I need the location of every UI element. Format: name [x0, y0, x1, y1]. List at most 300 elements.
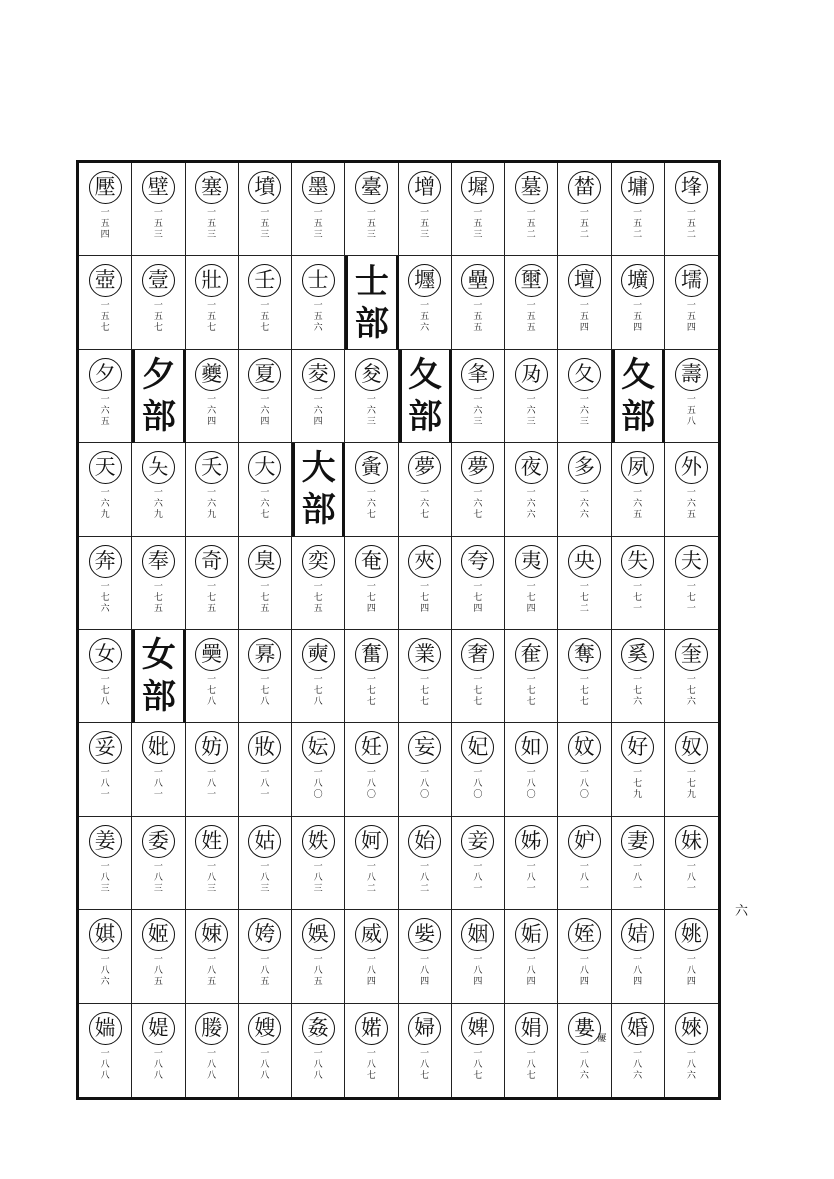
page-reference: 一 七 七: [579, 675, 589, 707]
index-entry: [345, 817, 398, 910]
character-circle: 姦: [302, 1012, 335, 1045]
character-circle: 婡: [675, 1012, 708, 1045]
index-entry: [452, 256, 505, 349]
character-index-table: [76, 160, 721, 1100]
index-entry: [345, 630, 398, 723]
index-entry: [132, 910, 185, 1003]
character-circle: 妹: [675, 825, 708, 858]
character-circle: 夋: [355, 358, 388, 391]
index-entry: [665, 350, 718, 443]
page-reference: 一 八 六: [633, 1048, 643, 1081]
index-entry: [239, 163, 292, 256]
character-circle: 增: [408, 171, 441, 204]
radical-label: 女 部: [141, 635, 176, 718]
index-entry: [505, 630, 558, 723]
index-entry: [612, 630, 665, 723]
page-reference: 一 六 五: [686, 488, 696, 521]
character-circle: 夕: [89, 358, 122, 391]
character-circle: 妄: [408, 731, 441, 764]
page-reference: 一 八 五: [260, 955, 270, 988]
page-reference: 一 五 七: [207, 301, 217, 334]
index-entry: [186, 910, 239, 1003]
page-reference: 一 八 一: [633, 861, 643, 894]
index-entry: [79, 163, 132, 256]
page-reference: 一 八 五: [207, 955, 217, 988]
page-reference: 一 五 七: [153, 301, 163, 334]
index-entry: [345, 350, 398, 443]
index-entry: [665, 1004, 718, 1097]
page-reference: 一 六 三: [579, 394, 589, 427]
character-circle: 嫂: [248, 1012, 281, 1045]
page-reference: 一 七 六: [100, 581, 110, 614]
page-reference: 一 八 〇: [420, 768, 430, 801]
page-reference: 一 五 八: [686, 394, 696, 427]
character-circle: 媵: [195, 1012, 228, 1045]
character-circle: 奴: [675, 731, 708, 764]
character-circle: 娛: [302, 918, 335, 951]
index-entry: [239, 723, 292, 816]
page-reference: 一 八 六: [100, 955, 110, 988]
index-entry: [186, 1004, 239, 1097]
page-reference: 一 八 七: [526, 1048, 536, 1081]
page-reference: 一 七 五: [207, 581, 217, 614]
index-entry: [558, 817, 611, 910]
character-circle: 壽: [675, 358, 708, 391]
index-entry: [79, 443, 132, 536]
character-circle: 媞: [142, 1012, 175, 1045]
character-circle: 姑: [248, 825, 281, 858]
page-reference: 一 七 五: [313, 581, 323, 614]
index-entry: [292, 630, 345, 723]
page-reference: 一 八 四: [473, 955, 483, 988]
index-entry: [186, 163, 239, 256]
index-entry: [79, 630, 132, 723]
index-entry: [612, 443, 665, 536]
index-entry: [612, 163, 665, 256]
index-entry: [452, 1004, 505, 1097]
radical-header: [399, 350, 452, 443]
radical-label: 夂 部: [408, 354, 443, 437]
index-entry: [612, 910, 665, 1003]
index-entry: [452, 537, 505, 630]
character-circle: 壓: [89, 171, 122, 204]
page-reference: 一 六 三: [366, 394, 376, 427]
index-entry: [505, 163, 558, 256]
index-entry: [558, 163, 611, 256]
character-circle: 好: [621, 731, 654, 764]
character-circle: 女: [89, 638, 122, 671]
index-entry: [505, 723, 558, 816]
page-reference: 一 五 三: [207, 208, 217, 240]
page-reference: 一 八 七: [366, 1048, 376, 1081]
character-circle: 塞: [195, 171, 228, 204]
index-entry: [345, 1004, 398, 1097]
page-reference: 一 六 六: [526, 488, 536, 521]
page-reference: 一 八 三: [207, 861, 217, 894]
character-circle: 夃: [515, 358, 548, 391]
index-entry: [345, 537, 398, 630]
page-reference: 一 七 九: [686, 768, 696, 801]
character-circle: 奪: [568, 638, 601, 671]
index-entry: [399, 817, 452, 910]
character-circle: 娸: [89, 918, 122, 951]
character-circle: 墀: [461, 171, 494, 204]
page-reference: 一 八 八: [313, 1048, 323, 1081]
index-entry: [505, 1004, 558, 1097]
index-entry: [399, 256, 452, 349]
index-entry: [452, 163, 505, 256]
character-circle: 壙: [621, 264, 654, 297]
character-circle: 多: [568, 451, 601, 484]
variant-note: 屢: [597, 1033, 607, 1044]
character-circle: 夙: [621, 451, 654, 484]
character-circle: 壁: [142, 171, 175, 204]
page-reference: 一 七 四: [366, 581, 376, 614]
page-reference: 一 五 三: [366, 208, 376, 240]
page-reference: 一 八 〇: [526, 768, 536, 801]
page-reference: 一 六 四: [260, 394, 270, 427]
page-reference: 一 五 七: [260, 301, 270, 334]
index-entry: [132, 443, 185, 536]
character-circle: 奡: [248, 638, 281, 671]
page-reference: 一 八 一: [260, 768, 270, 801]
index-entry: [558, 256, 611, 349]
radical-label: 大 部: [301, 448, 336, 531]
page-reference: 一 八 〇: [366, 768, 376, 801]
page-reference: 一 六 四: [313, 394, 323, 427]
character-circle: 婢: [461, 1012, 494, 1045]
page-reference: 一 八 三: [100, 861, 110, 894]
character-circle: 奮: [355, 638, 388, 671]
page-reference: 一 七 四: [420, 581, 430, 614]
character-circle: 夜: [515, 451, 548, 484]
page-reference: 一 六 六: [579, 488, 589, 521]
page-reference: 一 五 六: [420, 301, 430, 334]
page-number: 六: [735, 904, 749, 919]
page-reference: 一 八 三: [313, 861, 323, 894]
page-reference: 一 五 二: [526, 208, 536, 240]
page-reference: 一 八 六: [686, 1048, 696, 1081]
page-reference: 一 八 三: [153, 861, 163, 894]
character-circle: 姜: [89, 825, 122, 858]
index-entry: [239, 817, 292, 910]
character-circle: 妾: [461, 825, 494, 858]
page-reference: 一 八 二: [420, 861, 430, 894]
page-reference: 一 五 五: [473, 301, 483, 334]
character-circle: 壖: [675, 264, 708, 297]
page-reference: 一 八 一: [526, 861, 536, 894]
character-circle: 妒: [568, 825, 601, 858]
character-circle: 墳: [248, 171, 281, 204]
index-entry: [79, 910, 132, 1003]
radical-header: [612, 350, 665, 443]
character-circle: 墓: [515, 171, 548, 204]
radical-header: [345, 256, 398, 349]
index-entry: [186, 443, 239, 536]
radical-label: 士 部: [354, 261, 389, 344]
page-reference: 一 八 七: [473, 1048, 483, 1081]
page-reference: 一 六 九: [207, 488, 217, 521]
character-circle: 壥: [408, 264, 441, 297]
index-entry: [665, 910, 718, 1003]
page-reference: 一 七 一: [686, 581, 696, 614]
page-reference: 一 六 四: [207, 394, 217, 427]
page-reference: 一 八 一: [473, 861, 483, 894]
index-entry: [345, 443, 398, 536]
character-circle: 夏: [248, 358, 281, 391]
index-entry: [558, 910, 611, 1003]
character-circle: 婦: [408, 1012, 441, 1045]
character-circle: 外: [675, 451, 708, 484]
character-circle: 夷: [515, 545, 548, 578]
character-circle: 姕: [408, 918, 441, 951]
index-entry: [558, 350, 611, 443]
index-entry: [399, 537, 452, 630]
character-circle: 姞: [621, 918, 654, 951]
page-reference: 一 五 四: [633, 301, 643, 334]
page-reference: 一 七 五: [260, 581, 270, 614]
character-circle: 夢: [408, 451, 441, 484]
character-circle: 婚: [621, 1012, 654, 1045]
character-circle: 業: [408, 638, 441, 671]
character-circle: 姊: [515, 825, 548, 858]
page-reference: 一 八 七: [420, 1048, 430, 1081]
index-entry: [186, 537, 239, 630]
page-reference: 一 八 〇: [473, 768, 483, 801]
index-entry: [558, 723, 611, 816]
index-entry: [558, 630, 611, 723]
character-circle: 奰: [195, 638, 228, 671]
character-circle: 姱: [248, 918, 281, 951]
page-reference: 一 七 七: [473, 675, 483, 707]
page-reference: 一 八 一: [686, 861, 696, 894]
index-entry: [452, 723, 505, 816]
page-reference: 一 八 一: [100, 768, 110, 801]
character-circle: 壹: [142, 264, 175, 297]
index-entry: [505, 443, 558, 536]
character-circle: 妃: [461, 731, 494, 764]
character-circle: 委: [142, 825, 175, 858]
page-reference: 一 八 四: [420, 955, 430, 988]
character-circle: 夾: [408, 545, 441, 578]
index-entry: [132, 817, 185, 910]
index-entry: [399, 910, 452, 1003]
page-reference: 一 五 三: [473, 208, 483, 240]
character-circle: 奞: [515, 638, 548, 671]
character-circle: 壺: [89, 264, 122, 297]
character-circle: 壇: [568, 264, 601, 297]
page-reference: 一 五 三: [153, 208, 163, 240]
index-entry: [186, 723, 239, 816]
page-reference: 一 六 七: [473, 488, 483, 521]
index-entry: [665, 537, 718, 630]
character-circle: 姪: [568, 918, 601, 951]
page-reference: 一 七 八: [313, 675, 323, 707]
character-circle: 夫: [675, 545, 708, 578]
index-entry: [186, 256, 239, 349]
character-circle: 夸: [461, 545, 494, 578]
index-entry: [79, 723, 132, 816]
index-entry: [505, 350, 558, 443]
index-entry: [665, 817, 718, 910]
character-circle: 姬: [142, 918, 175, 951]
page-reference: 一 五 二: [686, 208, 696, 240]
page-reference: 一 八 〇: [579, 768, 589, 801]
page-reference: 一 五 二: [633, 208, 643, 240]
character-circle: 大: [248, 451, 281, 484]
index-entry: [186, 350, 239, 443]
index-entry: [239, 256, 292, 349]
character-circle: 妏: [568, 731, 601, 764]
page-reference: 一 七 六: [686, 675, 696, 707]
index-entry: [292, 537, 345, 630]
index-entry: [452, 350, 505, 443]
index-entry: [505, 910, 558, 1003]
index-entry: [345, 910, 398, 1003]
index-entry: [132, 256, 185, 349]
character-circle: 臺: [355, 171, 388, 204]
character-circle: 士: [302, 264, 335, 297]
page-reference: 一 八 四: [686, 955, 696, 988]
radical-header: [132, 630, 185, 723]
index-entry: [345, 163, 398, 256]
character-circle: 妸: [355, 825, 388, 858]
page-reference: 一 八 四: [526, 955, 536, 988]
character-circle: 始: [408, 825, 441, 858]
index-entry: [665, 630, 718, 723]
index-entry: [665, 256, 718, 349]
character-circle: 央: [568, 545, 601, 578]
character-circle: 壘: [461, 264, 494, 297]
character-circle: 夤: [355, 451, 388, 484]
page-reference: 一 八 八: [153, 1048, 163, 1081]
character-circle: 妣: [142, 731, 175, 764]
page-reference: 一 七 九: [633, 768, 643, 801]
page-reference: 一 八 四: [633, 955, 643, 988]
character-circle: 娟: [515, 1012, 548, 1045]
page-reference: 一 五 三: [313, 208, 323, 240]
character-circle: 天: [89, 451, 122, 484]
character-circle: 妊: [355, 731, 388, 764]
page-reference: 一 五 五: [526, 301, 536, 334]
index-entry: [612, 817, 665, 910]
character-circle: 奇: [195, 545, 228, 578]
page-reference: 一 七 六: [633, 675, 643, 707]
character-circle: 奔: [89, 545, 122, 578]
character-circle: 奄: [355, 545, 388, 578]
index-entry: [399, 443, 452, 536]
page-reference: 一 七 一: [633, 581, 643, 614]
page-reference: 一 七 七: [420, 675, 430, 707]
character-circle: 妝: [248, 731, 281, 764]
page-reference: 一 八 一: [579, 861, 589, 894]
index-entry: [292, 1004, 345, 1097]
character-circle: 姓: [195, 825, 228, 858]
character-circle: 奎: [675, 638, 708, 671]
index-entry: [239, 537, 292, 630]
index-entry: [612, 537, 665, 630]
character-circle: 姤: [515, 918, 548, 951]
radical-header: [292, 443, 345, 536]
page-reference: 一 五 七: [100, 301, 110, 334]
page-reference: 一 八 四: [366, 955, 376, 988]
page-reference: 一 六 三: [473, 394, 483, 427]
index-entry: [79, 537, 132, 630]
page-reference: 一 五 三: [260, 208, 270, 240]
index-entry: [292, 910, 345, 1003]
page-reference: 一 八 八: [100, 1048, 110, 1081]
page-reference: 一 五 三: [420, 208, 430, 240]
index-entry: [132, 163, 185, 256]
character-circle: 臭: [248, 545, 281, 578]
page-reference: 一 八 六: [579, 1048, 589, 1081]
character-circle: 墉: [621, 171, 654, 204]
character-circle: 姚: [675, 918, 708, 951]
index-entry: [558, 443, 611, 536]
page-reference: 一 八 〇: [313, 768, 323, 801]
page-reference: 一 六 三: [526, 394, 536, 427]
page-reference: 一 八 一: [153, 768, 163, 801]
index-entry: [292, 256, 345, 349]
page-reference: 一 七 八: [260, 675, 270, 707]
character-circle: 奚: [621, 638, 654, 671]
character-circle: 姻: [461, 918, 494, 951]
character-circle: 威: [355, 918, 388, 951]
page-reference: 一 六 七: [420, 488, 430, 521]
character-circle: 奉: [142, 545, 175, 578]
character-circle: 妥: [89, 731, 122, 764]
page-reference: 一 六 九: [100, 488, 110, 521]
page-reference: 一 六 九: [153, 488, 163, 521]
index-entry: [452, 630, 505, 723]
page-reference: 一 七 二: [579, 581, 589, 614]
character-circle: 夨: [142, 451, 175, 484]
radical-label: 夕 部: [141, 354, 176, 437]
page-reference: 一 八 五: [313, 955, 323, 988]
character-circle: 妷: [302, 825, 335, 858]
page-reference: 一 七 八: [100, 675, 110, 707]
page-reference: 一 六 七: [366, 488, 376, 521]
index-entry: [79, 1004, 132, 1097]
character-circle: 壯: [195, 264, 228, 297]
character-circle: 夭: [195, 451, 228, 484]
index-entry: [665, 163, 718, 256]
character-circle: 壐: [515, 264, 548, 297]
index-entry: [399, 630, 452, 723]
page-reference: 一 七 七: [366, 675, 376, 707]
index-entry: [292, 163, 345, 256]
character-circle: 壬: [248, 264, 281, 297]
index-entry: [79, 350, 132, 443]
page-reference: 一 五 六: [313, 301, 323, 334]
page-reference: 一 五 四: [100, 208, 110, 240]
character-circle: 奕: [302, 545, 335, 578]
index-entry: [665, 723, 718, 816]
page-reference: 一 七 八: [207, 675, 217, 707]
page-reference: 一 六 五: [633, 488, 643, 521]
character-circle: 墨: [302, 171, 335, 204]
character-circle: 失: [621, 545, 654, 578]
index-entry: [399, 163, 452, 256]
page-reference: 一 七 四: [526, 581, 536, 614]
page-reference: 一 七 四: [473, 581, 483, 614]
page-reference: 一 八 一: [207, 768, 217, 801]
character-circle: 埄: [675, 171, 708, 204]
character-circle: 夂: [568, 358, 601, 391]
character-circle: 夢: [461, 451, 494, 484]
page-reference: 一 五 四: [686, 301, 696, 334]
index-entry: [452, 443, 505, 536]
